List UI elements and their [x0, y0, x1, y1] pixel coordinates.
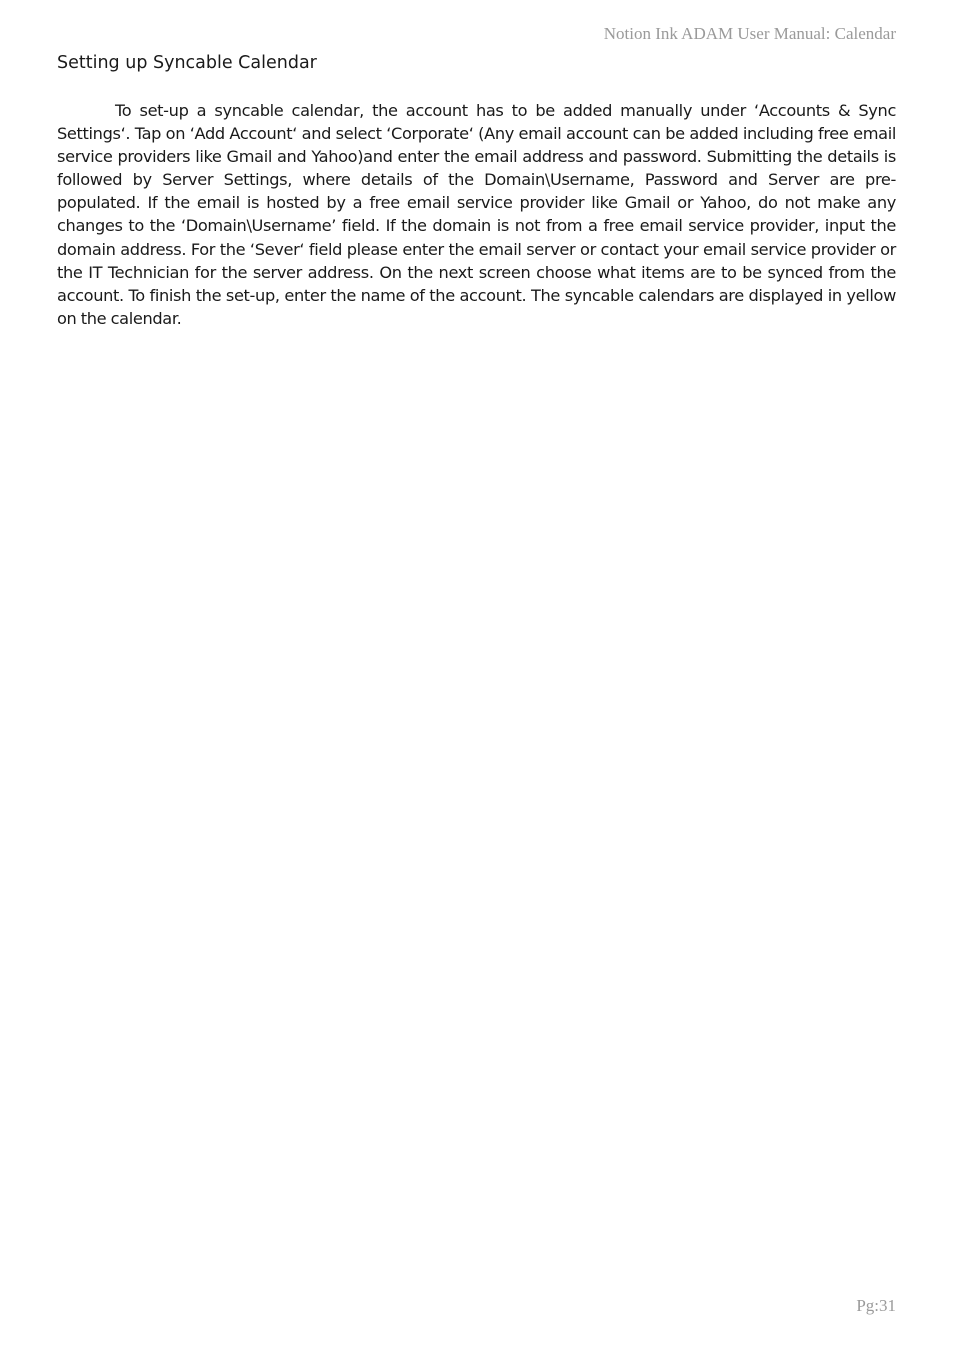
page-number: Pg:31 — [856, 1296, 896, 1315]
body-paragraph: To set-up a syncable calendar, the account has to be added manually under ‘Accounts & Sync Settings‘. Tap on ‘Add Account‘ and select ‘Corporate‘ (Any email account can be added including free email service providers like Gmail and Yahoo)and enter the email address and password. Submitting the details is followed by Server Settings, where details of the Domain\Username, Password and Server are pre-populated. If the email is hosted by a free email service provider like Gmail or Yahoo, do not make any changes to the ‘Domain\Username’ field. If the domain is not from a free email service provider, input the domain address. For the ‘Sever‘ field please enter the email server or contact your email service provider or the IT Technician for the server address. On the next screen choose what items are to be synced from the account. To finish the set-up, enter the name of the account. The syncable calendars are displayed in yellow on the calendar. — [57, 101, 896, 328]
section-heading: Setting up Syncable Calendar — [57, 53, 317, 73]
running-header: Notion Ink ADAM User Manual: Calendar — [603, 24, 896, 43]
